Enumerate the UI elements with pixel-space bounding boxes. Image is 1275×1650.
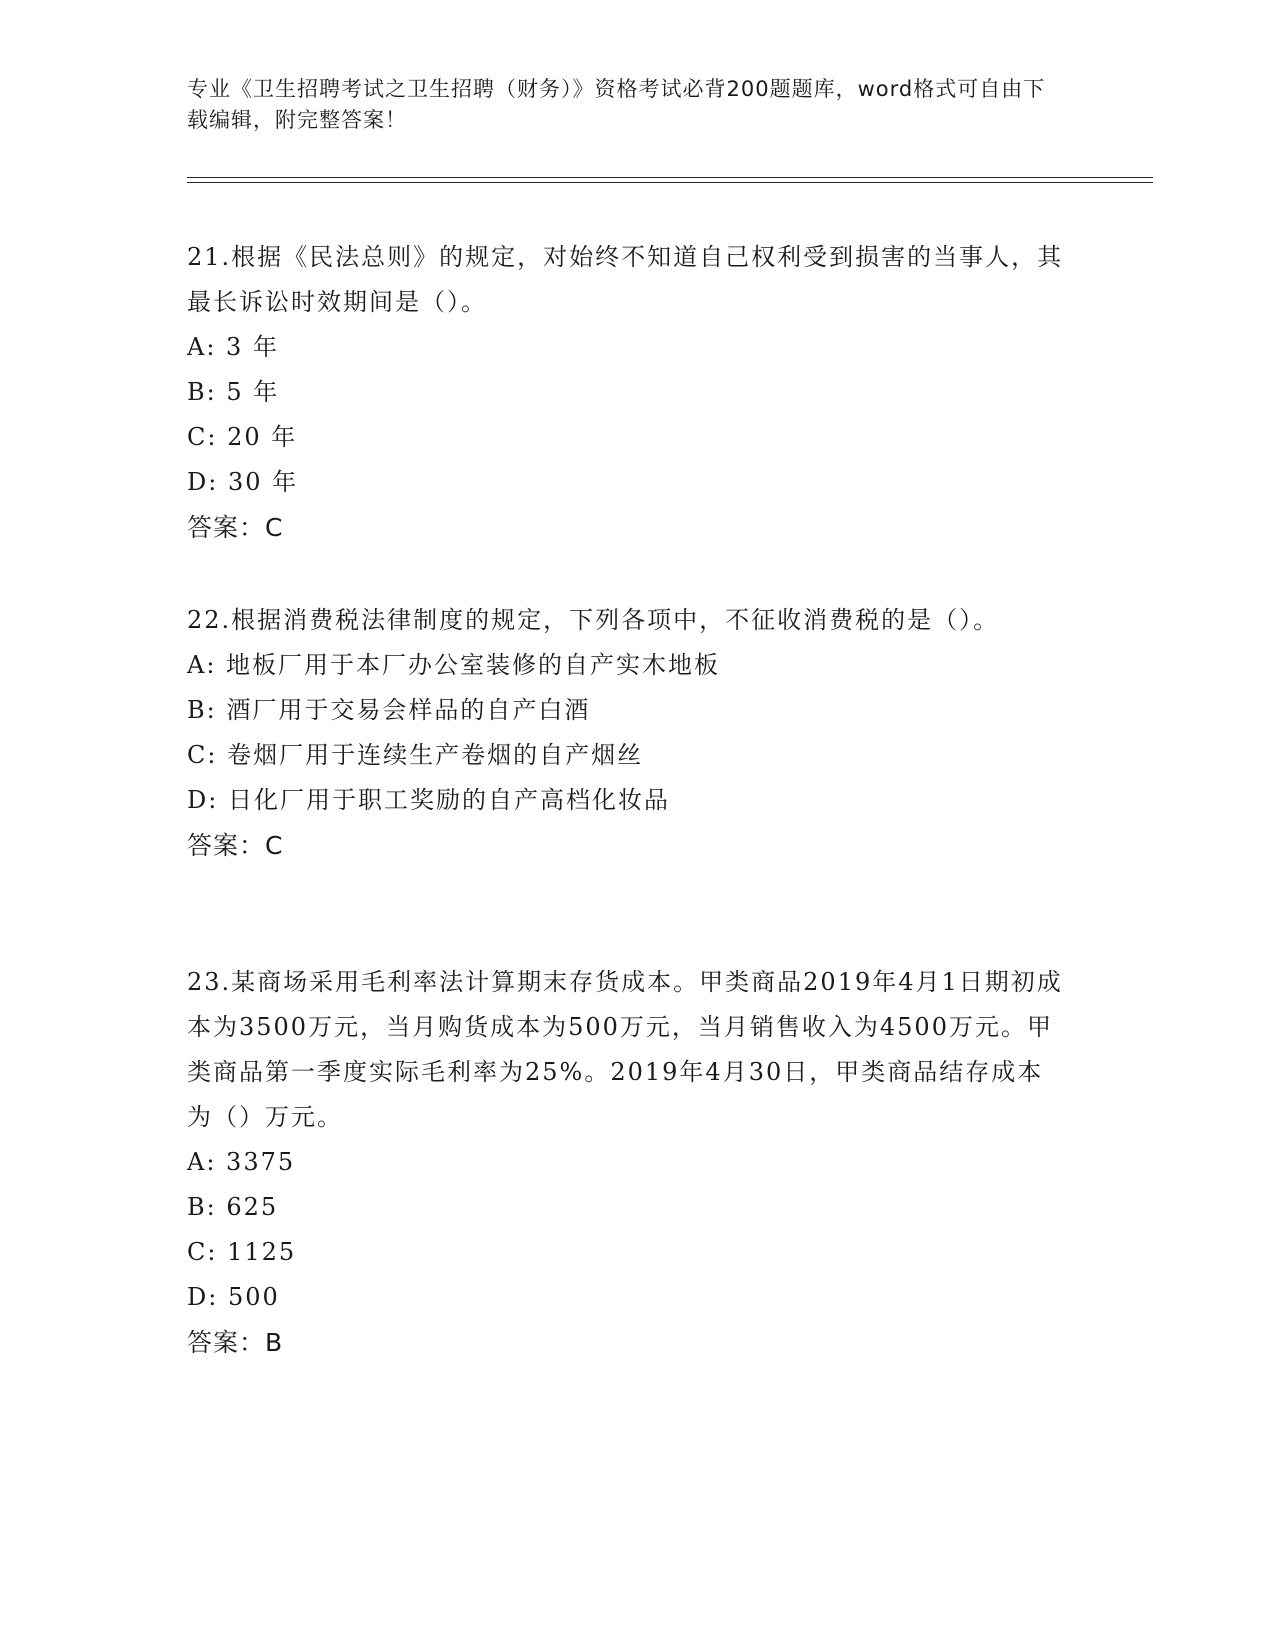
header-divider-top <box>187 177 1153 178</box>
option-b: B: 5 年 <box>187 378 280 406</box>
option-a: A: 3 年 <box>187 333 279 361</box>
question-21 <box>187 235 1067 550</box>
option-d: D: 日化厂用于职工奖励的自产高档化妆品 <box>187 786 670 814</box>
option-d: D: 30 年 <box>187 468 299 496</box>
header-divider-bottom <box>187 182 1153 183</box>
option-d: D: 500 <box>187 1283 280 1311</box>
question-stem: 23.某商场采用毛利率法计算期末存货成本。甲类商品2019年4月1日期初成本为3500万元，当月购货成本为500万元，当月销售收入为4500万元。甲类商品第一季度实际毛利率为25%。2019年4月30日，甲类商品结存成本为（）万元。 <box>187 968 1063 1131</box>
answer-label: 答案：B <box>187 1328 284 1357</box>
answer-label: 答案：C <box>187 831 284 860</box>
option-c: C: 卷烟厂用于连续生产卷烟的自产烟丝 <box>187 741 644 769</box>
answer-label: 答案：C <box>187 513 284 542</box>
question-22 <box>187 598 1067 868</box>
question-23 <box>187 960 1067 1365</box>
option-a: A: 地板厂用于本厂办公室装修的自产实木地板 <box>187 651 721 679</box>
option-b: B: 酒厂用于交易会样品的自产白酒 <box>187 696 591 724</box>
document-header: 专业《卫生招聘考试之卫生招聘（财务）》资格考试必背200题题库，word格式可自由下载编辑，附完整答案！ <box>187 77 1046 132</box>
option-b: B: 625 <box>187 1193 279 1221</box>
question-stem: 22.根据消费税法律制度的规定，下列各项中，不征收消费税的是（）。 <box>187 606 1000 634</box>
option-a: A: 3375 <box>187 1148 296 1176</box>
option-c: C: 1125 <box>187 1238 297 1266</box>
question-stem: 21.根据《民法总则》的规定，对始终不知道自己权利受到损害的当事人，其最长诉讼时效期间是（）。 <box>187 243 1064 316</box>
option-c: C: 20 年 <box>187 423 298 451</box>
